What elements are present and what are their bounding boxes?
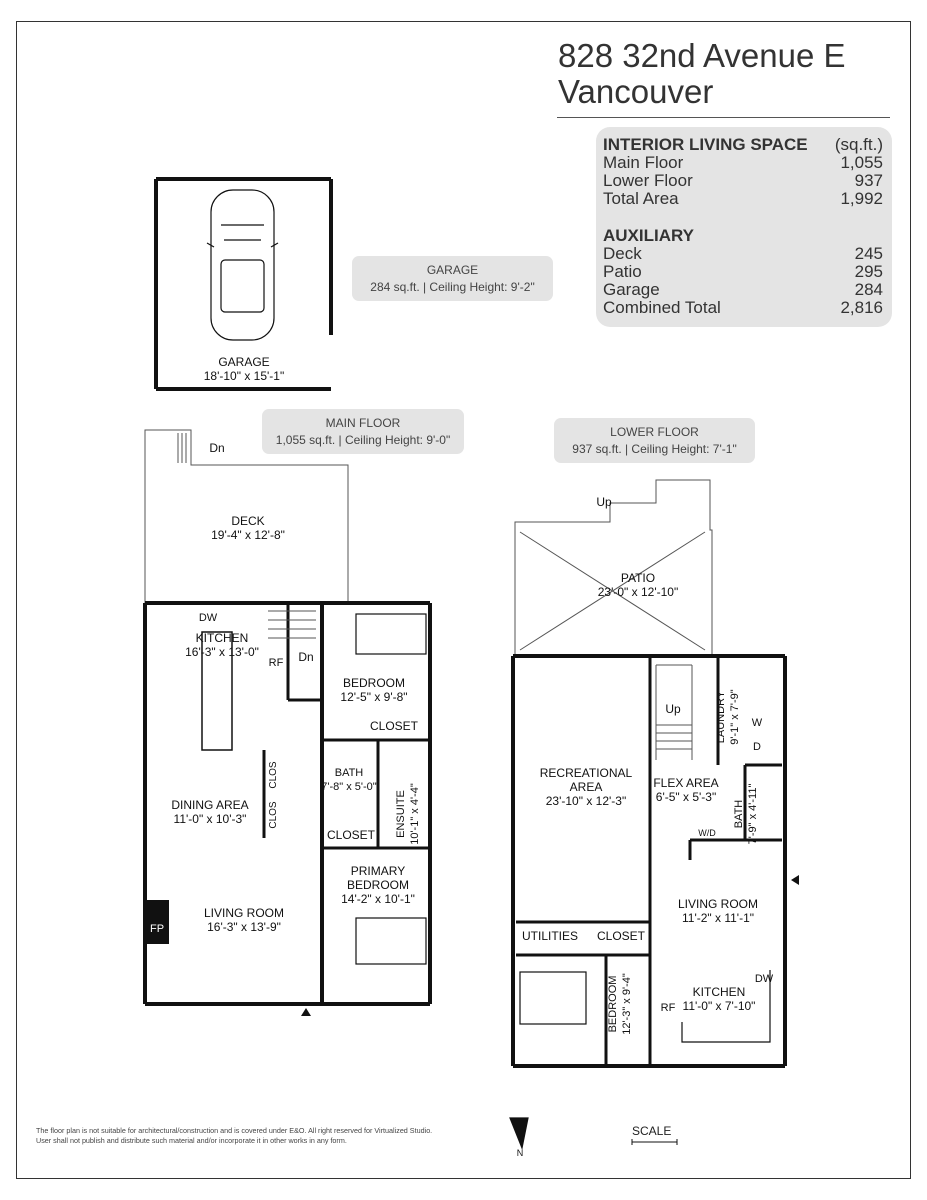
room-living-main — [184, 906, 304, 934]
room-laundry — [714, 677, 742, 757]
room-name: DINING AREA — [171, 798, 249, 812]
room-dims: 23'-10" x 12'-3" — [545, 794, 627, 808]
room-kitchen-main — [162, 631, 282, 659]
pill-title: MAIN FLOOR — [325, 416, 401, 430]
summary-value: 937 — [854, 171, 883, 190]
summary-value: 295 — [854, 262, 883, 281]
room-dims: 9'-1" x 7'-9" — [729, 689, 741, 745]
room-name: RECREATIONAL — [539, 766, 633, 780]
room-dining-area — [150, 798, 270, 826]
closet-label-primary: CLOSET — [326, 828, 375, 842]
room-name: KITCHEN — [692, 985, 746, 999]
room-name: LAUNDRY — [715, 690, 727, 744]
summary-label: Lower Floor — [603, 171, 693, 190]
summary-label: Main Floor — [603, 153, 684, 172]
fireplace-label: FP — [149, 923, 165, 935]
dryer-label: D — [753, 741, 761, 753]
summary-value: 1,055 — [840, 153, 883, 172]
summary-label: Total Area — [603, 189, 679, 208]
utilities-label: UTILITIES — [521, 929, 578, 943]
room-living-lower — [658, 897, 778, 925]
washer-dryer-label: W/D — [698, 828, 716, 838]
room-name: FLEX AREA — [653, 776, 719, 790]
room-primary-bedroom — [318, 864, 438, 906]
clos-label-2: CLOS — [268, 801, 279, 829]
lower-bed-icon — [520, 972, 586, 1024]
summary-value: 284 — [854, 280, 883, 299]
room-name: PRIMARY — [350, 864, 406, 878]
room-name: KITCHEN — [195, 631, 249, 645]
pill-title: GARAGE — [426, 263, 479, 277]
room-dims: 10'-1" x 4'-4" — [409, 783, 421, 845]
north-arrow-icon — [510, 1118, 528, 1148]
room-dims: 19'-4" x 12'-8" — [211, 528, 285, 542]
scale-bar — [632, 1139, 677, 1145]
summary-label: Deck — [603, 244, 642, 263]
room-name-line2: AREA — [569, 780, 603, 794]
pill-detail: 937 sq.ft. | Ceiling Height: 7'-1" — [572, 442, 737, 456]
lower-entrance-marker — [791, 875, 799, 885]
pill-detail: 1,055 sq.ft. | Ceiling Height: 9'-0" — [275, 433, 451, 447]
room-garage — [184, 355, 304, 383]
room-name: ENSUITE — [395, 790, 407, 838]
scale-label: SCALE — [632, 1124, 672, 1138]
deck-stairs — [178, 433, 186, 463]
room-bath-lower — [732, 774, 760, 854]
room-dims: 12'-3" x 9'-4" — [621, 973, 633, 1035]
summary-label: Combined Total — [603, 298, 721, 317]
room-bedroom-lower — [606, 964, 634, 1044]
room-name: LIVING ROOM — [677, 897, 758, 911]
room-dims: 12'-5" x 9'-8" — [340, 690, 408, 704]
interior-heading: INTERIOR LIVING SPACE — [603, 135, 808, 154]
room-patio — [578, 571, 698, 599]
address-line2: Vancouver — [558, 73, 714, 110]
interior-stairs-dn-label: Dn — [298, 650, 314, 664]
room-name-line2: BEDROOM — [346, 878, 409, 892]
room-dims: 16'-3" x 13'-0" — [185, 645, 259, 659]
room-dims: 11'-2" x 11'-1" — [681, 911, 755, 925]
room-name: DECK — [231, 514, 265, 528]
room-flex-area — [646, 776, 726, 804]
dishwasher-main-label: DW — [198, 612, 218, 624]
closet-label-lower: CLOSET — [596, 929, 645, 943]
fridge-main-label: RF — [268, 657, 284, 669]
interior-stairs-up-label: Up — [665, 702, 681, 716]
unit-label: (sq.ft.) — [834, 135, 883, 154]
summary-value: 2,816 — [840, 298, 883, 317]
room-dims: 11'-0" x 7'-10" — [682, 999, 756, 1013]
room-kitchen-lower — [674, 985, 764, 1013]
address-line1: 828 32nd Avenue E — [558, 37, 846, 74]
room-name: GARAGE — [218, 355, 270, 369]
deck-stairs-dn-label: Dn — [209, 441, 225, 455]
room-name: LIVING ROOM — [203, 906, 284, 920]
auxiliary-heading: AUXILIARY — [603, 226, 694, 245]
summary-value: 1,992 — [840, 189, 883, 208]
clos-label-1: CLOS — [268, 761, 279, 789]
summary-label: Patio — [603, 262, 642, 281]
summary-label: Garage — [603, 280, 660, 299]
room-dims: 16'-3" x 13'-9" — [207, 920, 281, 934]
room-name: PATIO — [620, 571, 656, 585]
main-entrance-marker — [301, 1008, 311, 1016]
room-dims: 7'-9" x 4'-11" — [747, 783, 759, 845]
washer-label: W — [751, 717, 763, 729]
closet-label-bedroom: CLOSET — [369, 719, 418, 733]
garage-car-icon — [207, 190, 278, 340]
room-dims: 11'-0" x 10'-3" — [173, 812, 247, 826]
room-name: BEDROOM — [607, 975, 619, 1033]
room-name: BATH — [334, 767, 364, 779]
room-bedroom-main — [314, 676, 434, 704]
patio-stairs-up-label: Up — [596, 495, 612, 509]
compass-n-label: N — [516, 1148, 524, 1158]
room-ensuite — [394, 774, 422, 854]
room-dims: 18'-10" x 15'-1" — [203, 369, 285, 383]
room-recreational-area — [526, 766, 646, 808]
pill-detail: 284 sq.ft. | Ceiling Height: 9'-2" — [370, 280, 535, 294]
room-dims: 23'-0" x 12'-10" — [597, 585, 679, 599]
fridge-lower-label: RF — [660, 1002, 676, 1014]
pill-title: LOWER FLOOR — [610, 425, 699, 439]
room-bath-main — [318, 766, 380, 794]
room-dims: 7'-8" x 5'-0" — [321, 781, 377, 793]
room-dims: 14'-2" x 10'-1" — [341, 892, 415, 906]
dishwasher-lower-label: DW — [754, 973, 774, 985]
summary-value: 245 — [854, 244, 883, 263]
disclaimer-text: The floor plan is not suitable for architectural/construction and is covered under E&O. All right reserved for Virtualized Studio. User shall not publish and distribute such material and/or incorporate it in other works in any form. — [36, 1126, 433, 1145]
room-deck — [188, 514, 308, 542]
room-dims: 6'-5" x 5'-3" — [655, 790, 717, 804]
room-name: BATH — [733, 799, 745, 829]
room-name: BEDROOM — [342, 676, 405, 690]
